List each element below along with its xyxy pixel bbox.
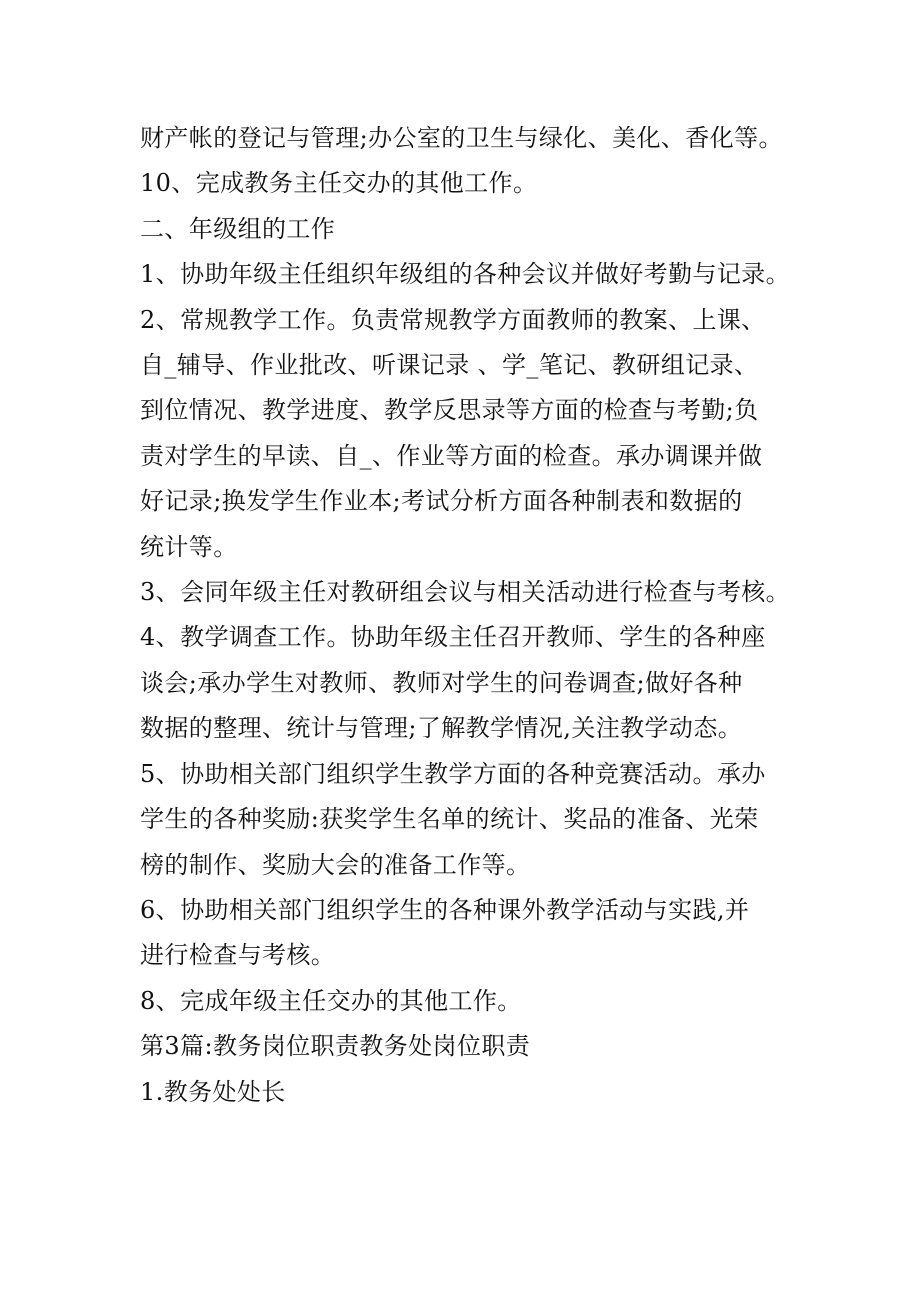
text-line: 统计等。 [140, 532, 238, 561]
text-line: 10、完成教务主任交办的其他工作。 [140, 169, 538, 198]
text-line: 3、会同年级主任对教研组会议与相关活动进行检查与考核。 [140, 578, 791, 607]
text-line: 榜的制作、奖励大会的准备工作等。 [140, 850, 531, 879]
text-line: 1、协助年级主任组织年级组的各种会议并做好考勤与记录。 [140, 260, 791, 289]
text-line: 进行检查与考核。 [140, 941, 336, 970]
document-body [140, 116, 810, 1115]
section-heading: 二、年级组的工作 [140, 214, 336, 243]
text-line: 责对学生的早读、自_、作业等方面的检查。承办调课并做 [140, 441, 763, 470]
text-line: 到位情况、教学进度、教学反思录等方面的检查与考勤;负 [140, 396, 759, 425]
text-line: 4、教学调查工作。协助年级主任召开教师、学生的各种座 [140, 623, 766, 652]
text-line: 谈会;承办学生对教师、教师对学生的问卷调查;做好各种 [140, 668, 743, 697]
chapter-heading: 第3篇:教务岗位职责教务处岗位职责 [140, 1032, 531, 1061]
text-line: 财产帐的登记与管理;办公室的卫生与绿化、美化、香化等。 [140, 124, 783, 152]
text-line: 2、常规教学工作。负责常规教学方面教师的教案、上课、 [140, 305, 766, 334]
subsection-heading: 1.教务处处长 [140, 1077, 286, 1106]
text-line: 好记录;换发学生作业本;考试分析方面各种制表和数据的 [140, 487, 743, 516]
text-line: 6、协助相关部门组织学生的各种课外教学活动与实践,并 [140, 895, 750, 924]
text-line: 数据的整理、统计与管理;了解教学情况,关注教学动态。 [140, 714, 743, 743]
text-line: 5、协助相关部门组织学生教学方面的各种竞赛活动。承办 [140, 759, 766, 788]
text-line: 8、完成年级主任交办的其他工作。 [140, 986, 522, 1015]
text-line: 学生的各种奖励:获奖学生名单的统计、奖品的准备、光荣 [140, 805, 759, 834]
text-line: 自_辅导、作业批改、听课记录 、学_笔记、教研组记录、 [140, 351, 759, 380]
